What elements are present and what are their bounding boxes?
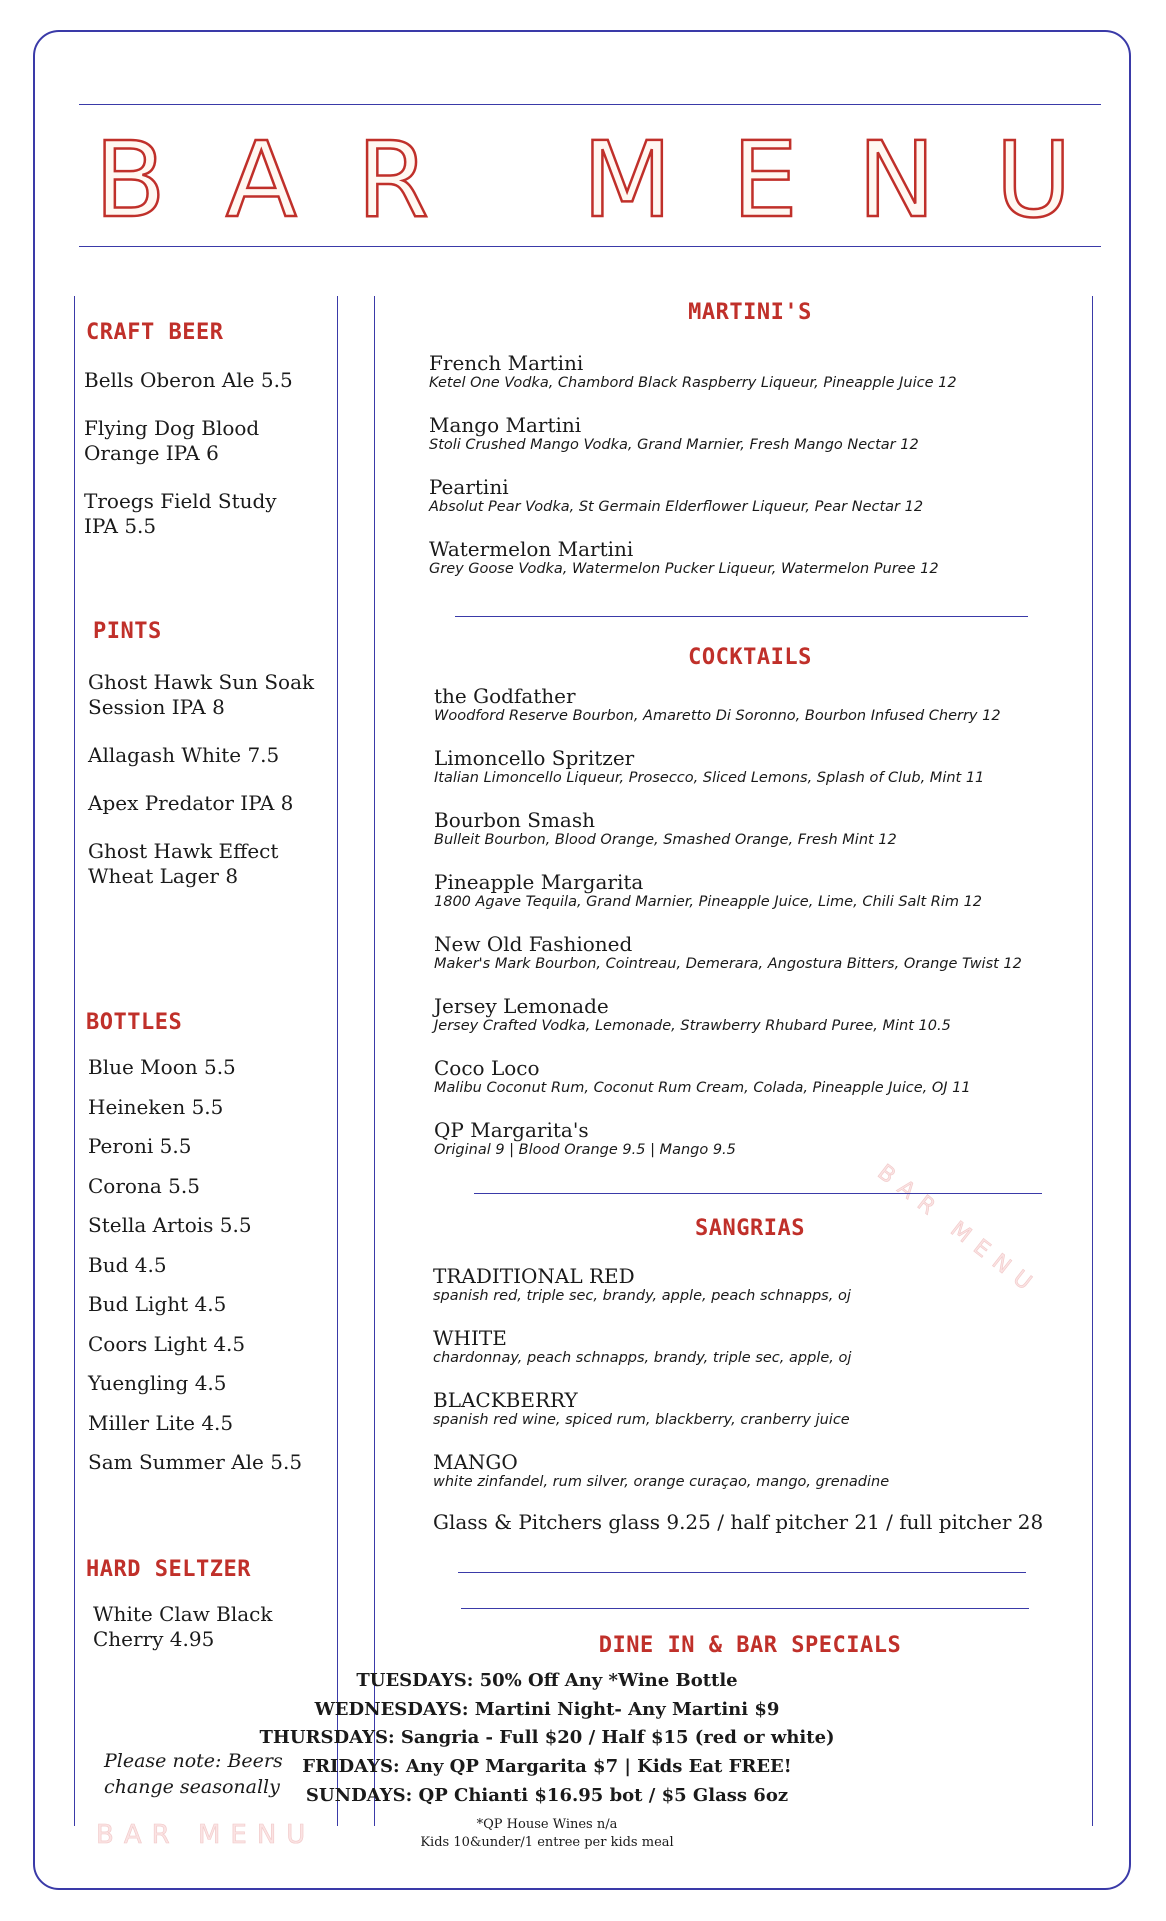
drink-item [434,995,951,1035]
drink-description: Stoli Crushed Mango Vodka, Grand Marnier, Fresh Mango Nectar 12 [429,437,919,453]
section-divider [461,1608,1029,1609]
drink-item [429,352,957,392]
cocktails-heading: COCKTAILS [688,645,812,670]
special-line: THURSDAYS: Sangria - Full $20 / Half $15 (red or white) [259,1727,835,1748]
drink-description: Original 9 | Blood Orange 9.5 | Mango 9.5 [434,1142,736,1158]
drink-item [434,747,984,787]
list-item: Blue Moon 5.5 [88,1055,236,1079]
drink-name: Mango Martini [429,413,582,437]
drink-description: 1800 Agave Tequila, Grand Marnier, Pineapple Juice, Lime, Chili Salt Rim 12 [434,894,983,910]
drink-item [429,414,919,454]
bottles-heading: BOTTLES [86,1010,183,1035]
drink-description: Absolut Pear Vodka, St Germain Elderflower Liqueur, Pear Nectar 12 [429,499,924,515]
drink-description: Malibu Coconut Rum, Coconut Rum Cream, Colada, Pineapple Juice, OJ 11 [434,1080,971,1096]
list-item: Allagash White 7.5 [88,743,280,767]
drink-name: WHITE [433,1326,507,1350]
center-column-line-left [337,296,338,1826]
top-divider [79,104,1101,105]
drink-name: Peartini [429,475,509,499]
list-item: Bud Light 4.5 [88,1292,227,1316]
drink-description: Jersey Crafted Vodka, Lemonade, Strawberry Rhubard Puree, Mint 10.5 [434,1018,951,1034]
drink-description: Ketel One Vodka, Chambord Black Raspberry Liqueur, Pineapple Juice 12 [429,375,957,391]
craft-beer-heading: CRAFT BEER [86,320,224,345]
list-item: Heineken 5.5 [88,1095,224,1119]
drink-description: white zinfandel, rum silver, orange curaçao, mango, grenadine [433,1474,890,1490]
martinis-heading: MARTINI'S [688,300,812,325]
list-item: Coors Light 4.5 [88,1332,246,1356]
drink-name: Watermelon Martini [429,537,634,561]
special-line: SUNDAYS: QP Chianti $16.95 bot / $5 Glass 6oz [305,1785,789,1806]
drink-item [433,1265,851,1305]
specials-heading: DINE IN & BAR SPECIALS [598,1633,902,1658]
drink-item [433,1389,850,1429]
special-line: WEDNESDAYS: Martini Night- Any Martini $9 [314,1699,780,1720]
drink-name: TRADITIONAL RED [433,1264,635,1288]
list-item: Troegs Field Study IPA 5.5 [84,489,277,538]
drink-name: MANGO [433,1450,518,1474]
title-divider [79,246,1101,247]
list-item: Corona 5.5 [88,1174,200,1198]
page-title: BAR MENU [94,119,1132,241]
list-item: Ghost Hawk Sun Soak Session IPA 8 [88,670,315,719]
list-item: Bud 4.5 [88,1253,167,1277]
drink-item [434,685,1001,725]
drink-name: French Martini [429,351,584,375]
drink-name: New Old Fashioned [434,932,633,956]
drink-item [433,1327,851,1367]
seasonal-note: Please note: Beers change seasonally [104,1750,283,1798]
list-item: Bells Oberon Ale 5.5 [84,368,293,392]
drink-name: Pineapple Margarita [434,870,644,894]
drink-description: Maker's Mark Bourbon, Cointreau, Demerara, Angostura Bitters, Orange Twist 12 [434,956,1022,972]
watermark-diagonal: BAR MENU [872,1160,1044,1302]
drink-name: Limoncello Spritzer [434,746,635,770]
left-column-line [74,296,75,1826]
drink-description: Bulleit Bourbon, Blood Orange, Smashed Orange, Fresh Mint 12 [434,832,897,848]
drink-item [429,476,923,516]
drink-description: spanish red, triple sec, brandy, apple, peach schnapps, oj [433,1288,851,1304]
drink-name: BLACKBERRY [433,1388,578,1412]
watermark-bottom: BAR MENU [96,1820,316,1850]
list-item: Stella Artois 5.5 [88,1213,252,1237]
drink-name: QP Margarita's [434,1118,589,1142]
special-line: TUESDAYS: 50% Off Any *Wine Bottle [356,1670,738,1691]
fine-print: Kids 10&under/1 entree per kids meal [420,1835,674,1850]
list-item: Yuengling 4.5 [88,1371,227,1395]
drink-description: Grey Goose Vodka, Watermelon Pucker Liqueur, Watermelon Puree 12 [429,561,939,577]
drink-item [434,809,897,849]
drink-item [434,871,982,911]
list-item: Sam Summer Ale 5.5 [88,1450,303,1474]
list-item: Miller Lite 4.5 [88,1411,234,1435]
drink-description: Italian Limoncello Liqueur, Prosecco, Sliced Lemons, Splash of Club, Mint 11 [434,770,985,786]
drink-description: Woodford Reserve Bourbon, Amaretto Di Soronno, Bourbon Infused Cherry 12 [434,708,1001,724]
right-column-line [1092,296,1093,1826]
special-line: FRIDAYS: Any QP Margarita $7 | Kids Eat FREE! [302,1756,792,1777]
section-divider [458,1572,1026,1573]
drink-item [434,1057,971,1097]
sangrias-heading: SANGRIAS [695,1216,805,1241]
list-item: Flying Dog Blood Orange IPA 6 [84,416,260,465]
drink-name: Coco Loco [434,1056,540,1080]
fine-print: *QP House Wines n/a [476,1817,618,1832]
pints-heading: PINTS [93,619,162,644]
drink-item [434,933,1022,973]
section-divider [455,616,1028,617]
hard-seltzer-heading: HARD SELTZER [86,1557,251,1582]
drink-item [429,538,939,578]
center-column-line-right [374,296,375,1826]
list-item: Apex Predator IPA 8 [88,791,294,815]
section-divider [474,1193,1042,1194]
drink-name: Bourbon Smash [434,808,595,832]
drink-item [434,1119,736,1159]
list-item: Ghost Hawk Effect Wheat Lager 8 [88,839,279,888]
list-item: White Claw Black Cherry 4.95 [93,1602,273,1651]
drink-item [433,1451,889,1491]
list-item: Peroni 5.5 [88,1134,192,1158]
drink-description: chardonnay, peach schnapps, brandy, triple sec, apple, oj [433,1350,852,1366]
drink-name: the Godfather [434,684,576,708]
drink-description: spanish red wine, spiced rum, blackberry, cranberry juice [433,1412,850,1428]
drink-name: Jersey Lemonade [434,994,609,1018]
sangria-pricing: Glass & Pitchers glass 9.25 / half pitcher 21 / full pitcher 28 [433,1510,1044,1534]
